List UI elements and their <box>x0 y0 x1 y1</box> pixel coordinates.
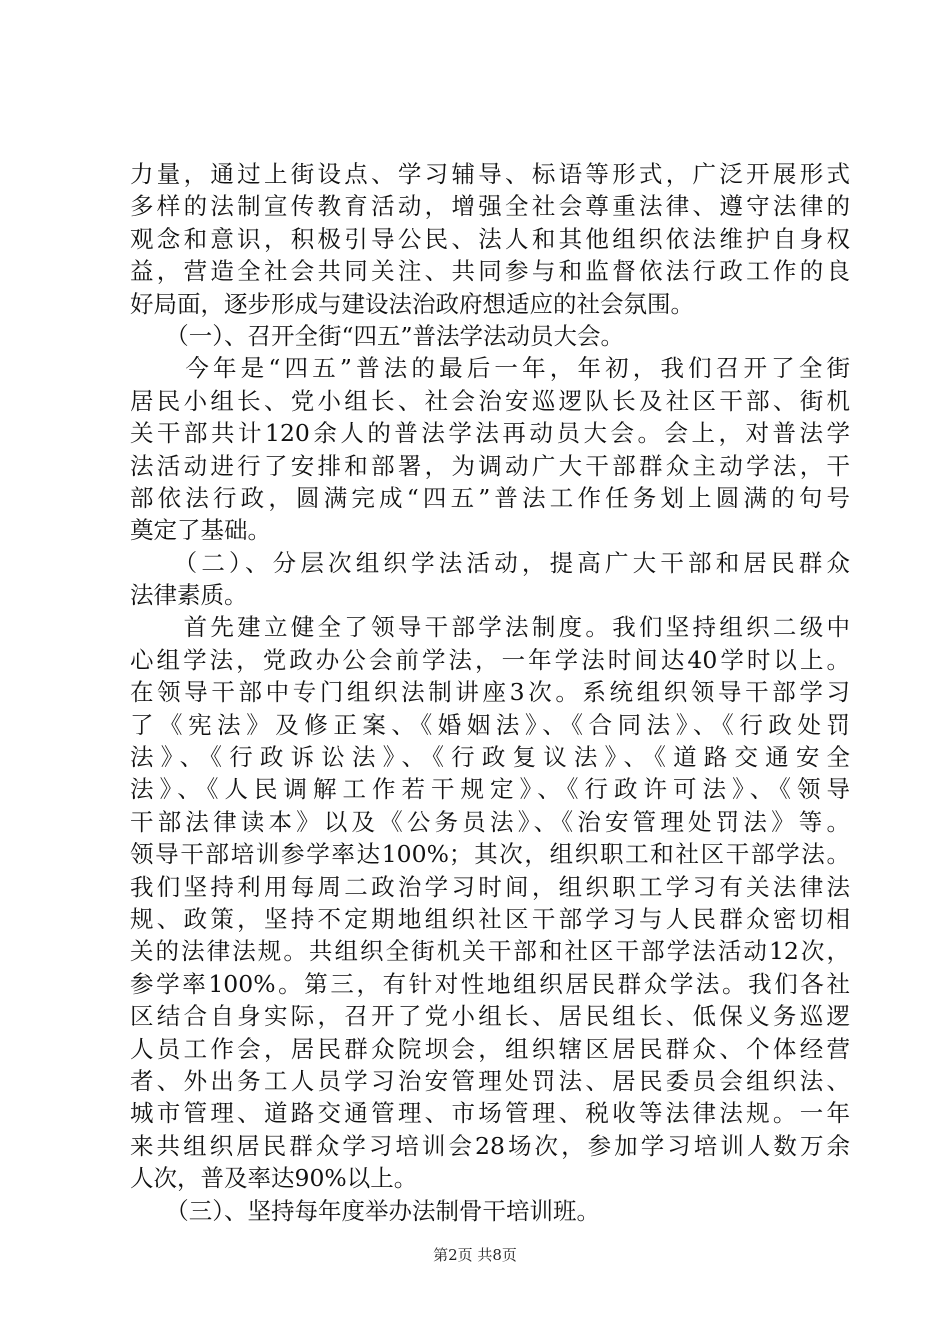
text-line: 规、政策，坚持不定期地组织社区干部学习与人民群众密切相 <box>130 904 850 933</box>
text-line: 部依法行政，圆满完成“四五”普法工作任务划上圆满的句号 <box>130 483 850 512</box>
text-line: 首先建立健全了领导干部学法制度。我们坚持组织二级中 <box>130 613 850 642</box>
page-footer: 第2页 共8页 <box>433 1246 517 1264</box>
text-line: 法》、《行政诉讼法》、《行政复议法》、《道路交通安全 <box>130 743 850 772</box>
text-line: 领导干部培训参学率达100%；其次，组织职工和社区干部学法。 <box>130 840 850 869</box>
text-line: 者、外出务工人员学习治安管理处罚法、居民委员会组织法、 <box>130 1066 850 1095</box>
text-line: （三）、坚持每年度举办法制骨干培训班。 <box>130 1196 600 1225</box>
document-body <box>130 158 850 1227</box>
text-line: 关干部共计120余人的普法学法再动员大会。会上，对普法学 <box>130 419 850 448</box>
text-line: 了《宪法》及修正案、《婚姻法》、《合同法》、《行政处罚 <box>130 710 850 739</box>
text-line: 法》、《人民调解工作若干规定》、《行政许可法》、《领导 <box>130 775 850 804</box>
text-line: 奠定了基础。 <box>130 516 271 545</box>
text-line: 法律素质。 <box>130 581 248 610</box>
text-line: （二）、分层次组织学法活动，提高广大干部和居民群众 <box>130 548 850 577</box>
text-line: 居民小组长、党小组长、社会治安巡逻队长及社区干部、街机 <box>130 386 850 415</box>
text-line: 区结合自身实际，召开了党小组长、居民组长、低保义务巡逻 <box>130 1002 850 1031</box>
text-line: 益，营造全社会共同关注、共同参与和监督依法行政工作的良 <box>130 257 850 286</box>
text-line: 今年是“四五”普法的最后一年，年初，我们召开了全街 <box>130 354 850 383</box>
text-line: 来共组织居民群众学习培训会28场次，参加学习培训人数万余 <box>130 1131 850 1160</box>
text-line: 参学率100%。第三，有针对性地组织居民群众学法。我们各社 <box>130 969 850 998</box>
text-line: 干部法律读本》以及《公务员法》、《治安管理处罚法》等。 <box>130 807 850 836</box>
text-line: 关的法律法规。共组织全街机关干部和社区干部学法活动12次， <box>130 937 850 966</box>
text-line: 在领导干部中专门组织法制讲座3次。系统组织领导干部学习 <box>130 678 850 707</box>
text-line: 力量，通过上街设点、学习辅导、标语等形式，广泛开展形式 <box>130 160 850 188</box>
text-line: 人次，普及率达90%以上。 <box>130 1164 418 1193</box>
text-line: 观念和意识，积极引导公民、法人和其他组织依法维护自身权 <box>130 224 850 253</box>
text-line: 人员工作会，居民群众院坝会，组织辖区居民群众、个体经营 <box>130 1034 850 1063</box>
text-line: （一）、召开全街“四五”普法学法动员大会。 <box>130 321 625 350</box>
text-line: 好局面，逐步形成与建设法治政府想适应的社会氛围。 <box>130 289 694 318</box>
text-line: 心组学法，党政办公会前学法，一年学法时间达40学时以上。 <box>130 645 850 674</box>
text-line: 城市管理、道路交通管理、市场管理、税收等法律法规。一年 <box>130 1099 850 1128</box>
text-line: 我们坚持利用每周二政治学习时间，组织职工学习有关法律法 <box>130 872 850 901</box>
text-line: 多样的法制宣传教育活动，增强全社会尊重法律、遵守法律的 <box>130 192 850 221</box>
text-line: 法活动进行了安排和部署，为调动广大干部群众主动学法，干 <box>130 451 850 480</box>
